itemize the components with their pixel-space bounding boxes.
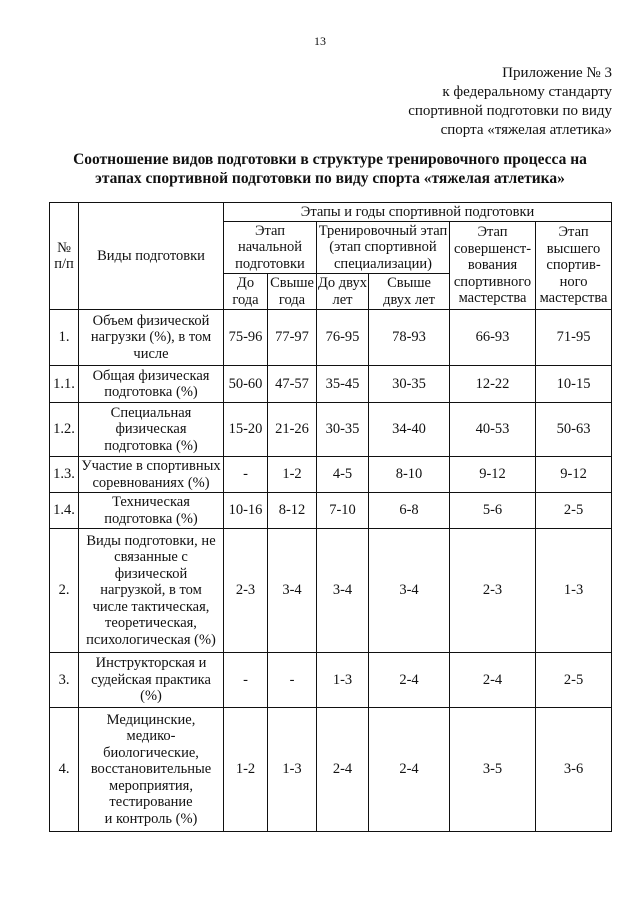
value-cell: 3-4 — [317, 529, 369, 653]
value-cell: - — [268, 653, 317, 708]
row-name: Техническая подготовка (%) — [79, 493, 224, 529]
value-cell: 1-3 — [536, 529, 612, 653]
row-number: 1. — [50, 310, 79, 366]
value-cell: 2-5 — [536, 653, 612, 708]
header-up-to-year: До года — [224, 274, 268, 310]
appendix-line: к федеральному стандарту — [442, 84, 612, 100]
value-cell: 12-22 — [450, 366, 536, 403]
table-row — [50, 310, 612, 366]
value-cell: 21-26 — [268, 403, 317, 457]
value-cell: 50-60 — [224, 366, 268, 403]
value-cell: 71-95 — [536, 310, 612, 366]
value-cell: 2-4 — [369, 708, 450, 832]
value-cell: 3-4 — [369, 529, 450, 653]
value-cell: 47-57 — [268, 366, 317, 403]
table-row — [50, 403, 612, 457]
value-cell: 40-53 — [450, 403, 536, 457]
value-cell: 2-5 — [536, 493, 612, 529]
value-cell: - — [224, 457, 268, 493]
value-cell: 3-5 — [450, 708, 536, 832]
row-number: 1.2. — [50, 403, 79, 457]
value-cell: 34-40 — [369, 403, 450, 457]
header-stage-initial: Этап начальной подготовки — [224, 222, 317, 274]
value-cell: 2-3 — [450, 529, 536, 653]
table-row — [50, 708, 612, 832]
value-cell: - — [224, 653, 268, 708]
table-row — [50, 529, 612, 653]
page-number: 13 — [314, 34, 326, 48]
value-cell: 7-10 — [317, 493, 369, 529]
value-cell: 1-2 — [224, 708, 268, 832]
title-line: Соотношение видов подготовки в структуре тренировочного процесса на — [73, 151, 587, 168]
appendix-line: спортивной подготовки по виду — [408, 103, 612, 119]
row-name: Специальная физическая подготовка (%) — [79, 403, 224, 457]
value-cell: 30-35 — [369, 366, 450, 403]
value-cell: 3-4 — [268, 529, 317, 653]
value-cell: 1-3 — [268, 708, 317, 832]
row-name: Объем физической нагрузки (%), в том числе — [79, 310, 224, 366]
training-ratio-table — [49, 202, 612, 832]
header-over-two-years: Свыше двух лет — [369, 274, 450, 310]
value-cell: 2-4 — [369, 653, 450, 708]
value-cell: 9-12 — [536, 457, 612, 493]
header-stage-higher: Этап высшего спортив- ного мастерства — [536, 222, 612, 310]
row-number: 2. — [50, 529, 79, 653]
row-name: Медицинские, медико- биологические, восстановительные мероприятия, тестирование и контроль (%) — [79, 708, 224, 832]
value-cell: 15-20 — [224, 403, 268, 457]
table-row — [50, 493, 612, 529]
title-line: этапах спортивной подготовки по виду спорта «тяжелая атлетика» — [95, 170, 565, 187]
value-cell: 9-12 — [450, 457, 536, 493]
row-name: Общая физическая подготовка (%) — [79, 366, 224, 403]
value-cell: 6-8 — [369, 493, 450, 529]
value-cell: 50-63 — [536, 403, 612, 457]
value-cell: 76-95 — [317, 310, 369, 366]
header-stage-training: Тренировочный этап (этап спортивной специализации) — [317, 222, 450, 274]
value-cell: 75-96 — [224, 310, 268, 366]
appendix-heading — [408, 64, 612, 140]
appendix-line: спорта «тяжелая атлетика» — [440, 122, 612, 138]
header-number: № п/п — [50, 203, 79, 310]
value-cell: 4-5 — [317, 457, 369, 493]
value-cell: 2-4 — [450, 653, 536, 708]
header-up-to-two-years: До двух лет — [318, 275, 367, 308]
table-row — [50, 653, 612, 708]
value-cell: 1-2 — [268, 457, 317, 493]
row-number: 4. — [50, 708, 79, 832]
value-cell: 10-16 — [224, 493, 268, 529]
table-row — [50, 457, 612, 493]
value-cell: 77-97 — [268, 310, 317, 366]
value-cell: 5-6 — [450, 493, 536, 529]
value-cell: 2-3 — [224, 529, 268, 653]
table-row — [50, 366, 612, 403]
value-cell: 2-4 — [317, 708, 369, 832]
header-stages: Этапы и годы спортивной подготовки — [224, 203, 612, 222]
row-name: Инструкторская и судейская практика (%) — [79, 653, 224, 708]
value-cell: 30-35 — [317, 403, 369, 457]
row-number: 1.3. — [50, 457, 79, 493]
header-over-year: Свыше года — [268, 274, 317, 310]
value-cell: 78-93 — [369, 310, 450, 366]
value-cell: 8-10 — [369, 457, 450, 493]
value-cell: 1-3 — [317, 653, 369, 708]
appendix-line: Приложение № 3 — [502, 65, 612, 81]
value-cell: 8-12 — [268, 493, 317, 529]
header-types: Виды подготовки — [79, 203, 224, 310]
row-name: Участие в спортивных соревнованиях (%) — [79, 457, 224, 493]
row-number: 3. — [50, 653, 79, 708]
header-stage-improvement: Этап совершенст- вования спортивного мастерства — [450, 222, 536, 310]
value-cell: 3-6 — [536, 708, 612, 832]
value-cell: 66-93 — [450, 310, 536, 366]
row-number: 1.4. — [50, 493, 79, 529]
row-name: Виды подготовки, не связанные с физической нагрузкой, в том числе тактическая, теоретическая, психологическая (%) — [79, 529, 224, 653]
value-cell: 35-45 — [317, 366, 369, 403]
document-title — [50, 150, 610, 188]
row-number: 1.1. — [50, 366, 79, 403]
value-cell: 10-15 — [536, 366, 612, 403]
